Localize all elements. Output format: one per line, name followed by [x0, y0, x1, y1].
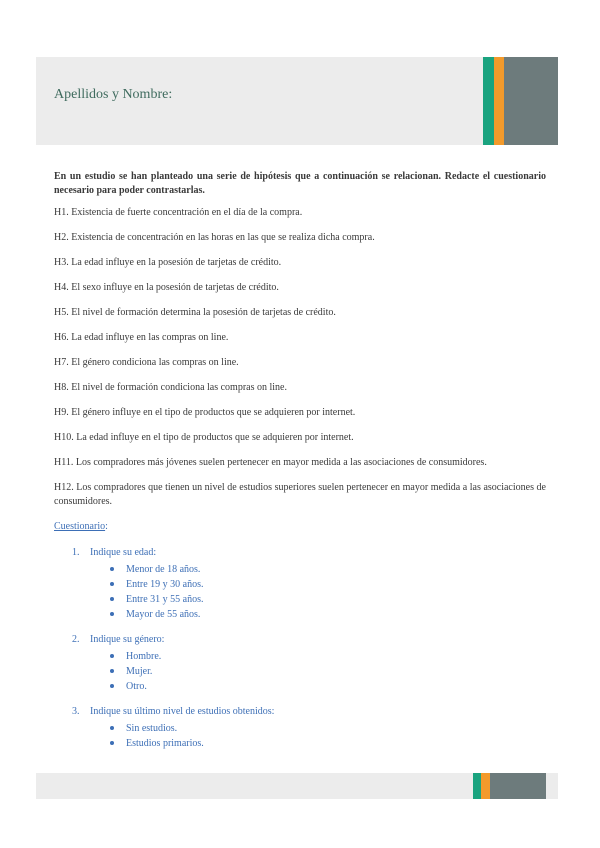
option-item: Entre 19 y 30 años.: [54, 577, 546, 592]
exercise-statement: En un estudio se han planteado una serie de hipótesis que a continuación se relacionan. Redacte el cuestionario necesario para poder contrastarlas.: [54, 171, 546, 196]
accent-bar-orange: [481, 773, 490, 799]
bullet-icon: [110, 741, 114, 745]
hypothesis: H5. El nivel de formación determina la posesión de tarjetas de crédito.: [54, 307, 336, 318]
questionnaire-colon: :: [105, 521, 108, 532]
accent-bar-gray: [490, 773, 546, 799]
option-item: Hombre.: [54, 649, 546, 664]
accent-bar-green: [473, 773, 481, 799]
accent-bar-orange: [494, 57, 504, 145]
accent-bar-gray: [504, 57, 558, 145]
accent-bar-green: [483, 57, 494, 145]
hypothesis: H1. Existencia de fuerte concentración en el día de la compra.: [54, 207, 303, 218]
hypotheses-list: [54, 206, 546, 509]
hypothesis: H4. El sexo influye en la posesión de tarjetas de crédito.: [54, 282, 279, 293]
hypothesis: H10. La edad influye en el tipo de productos que se adquieren por internet.: [54, 432, 354, 443]
bullet-icon: [110, 597, 114, 601]
option-item: Estudios primarios.: [54, 736, 546, 751]
bullet-icon: [110, 684, 114, 688]
option-item: Menor de 18 años.: [54, 562, 546, 577]
hypothesis: H11. Los compradores más jóvenes suelen pertenecer en mayor medida a las asociaciones de consumidores.: [54, 457, 487, 468]
hypothesis: H12. Los compradores que tienen un nivel de estudios superiores suelen pertenecer en mayor medida a las asociaciones de consumidores.: [54, 482, 546, 507]
questionnaire-heading: [54, 520, 546, 534]
option-item: Otro.: [54, 679, 546, 694]
question-number: 3.: [72, 706, 80, 717]
question-item: [54, 633, 546, 694]
question-text: Indique su último nivel de estudios obtenidos:: [90, 706, 275, 717]
bullet-icon: [110, 726, 114, 730]
option-item: Sin estudios.: [54, 721, 546, 736]
bullet-icon: [110, 612, 114, 616]
hypothesis: H7. El género condiciona las compras on line.: [54, 357, 239, 368]
document-body: [54, 170, 546, 762]
option-item: Mujer.: [54, 664, 546, 679]
name-field-label: Apellidos y Nombre:: [54, 87, 173, 102]
question-item: [54, 705, 546, 751]
hypothesis: H8. El nivel de formación condiciona las compras on line.: [54, 382, 287, 393]
page-header: [36, 57, 558, 145]
question-number: 2.: [72, 634, 80, 645]
option-item: Mayor de 55 años.: [54, 607, 546, 622]
questionnaire-list: [54, 546, 546, 751]
hypothesis: H9. El género influye en el tipo de productos que se adquieren por internet.: [54, 407, 356, 418]
question-item: [54, 546, 546, 622]
question-number: 1.: [72, 547, 80, 558]
option-item: Entre 31 y 55 años.: [54, 592, 546, 607]
questionnaire-link[interactable]: Cuestionario: [54, 521, 106, 532]
hypothesis: H6. La edad influye en las compras on line.: [54, 332, 229, 343]
bullet-icon: [110, 654, 114, 658]
bullet-icon: [110, 567, 114, 571]
hypothesis: H2. Existencia de concentración en las horas en las que se realiza dicha compra.: [54, 232, 375, 243]
bullet-icon: [110, 582, 114, 586]
bullet-icon: [110, 669, 114, 673]
hypothesis: H3. La edad influye en la posesión de tarjetas de crédito.: [54, 257, 282, 268]
question-text: Indique su edad:: [90, 547, 157, 558]
page-footer: [36, 773, 558, 799]
question-text: Indique su género:: [90, 634, 165, 645]
